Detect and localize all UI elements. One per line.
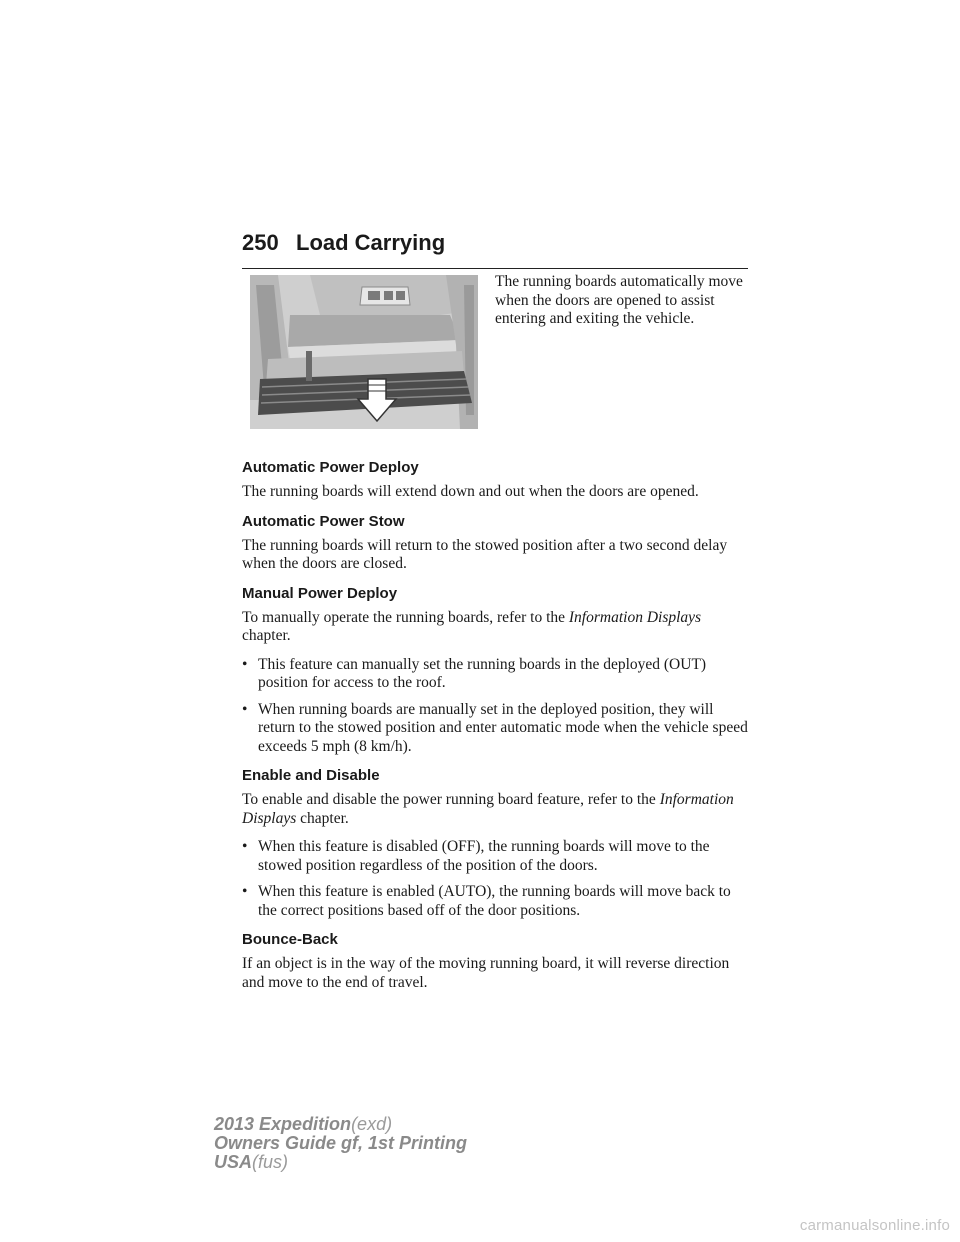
section-heading: Manual Power Deploy xyxy=(242,584,398,602)
section-body: The running boards will extend down and out when the doors are opened. xyxy=(242,483,699,500)
list-item xyxy=(242,838,752,875)
running-board-deploy-illustration-icon xyxy=(250,275,478,429)
bullet-list xyxy=(242,656,752,757)
list-item-text: When this feature is enabled (AUTO), the running boards will move back to the correct positions based off of the door positions. xyxy=(258,883,731,919)
page-number: 250 xyxy=(242,230,279,255)
list-item-text: When this feature is disabled (OFF), the running boards will move to the stowed position regardless of the position of the doors. xyxy=(258,838,710,874)
section-heading: Automatic Power Deploy xyxy=(242,459,419,476)
list-item xyxy=(242,701,752,757)
body-text: chapter. xyxy=(242,627,291,644)
footer-code: (fus) xyxy=(252,1152,289,1172)
section-body xyxy=(242,791,752,828)
page-header xyxy=(242,228,748,269)
footer-code: (exd) xyxy=(351,1114,393,1134)
section-body xyxy=(242,609,752,646)
watermark: carmanualsonline.info xyxy=(799,1217,950,1234)
section-body: If an object is in the way of the moving running board, it will reverse direction and move to the end of travel. xyxy=(242,955,730,991)
intro-paragraph: The running boards automatically move when the doors are opened to assist entering and exiting the vehicle. xyxy=(495,273,743,327)
footer-guide: Owners Guide gf, 1st Printing xyxy=(214,1133,468,1153)
list-item-text: This feature can manually set the running boards in the deployed (OUT) position for access to the roof. xyxy=(258,655,707,691)
footer-line xyxy=(214,1115,467,1134)
footer-market: USA xyxy=(214,1152,253,1172)
section-heading: Bounce-Back xyxy=(242,931,338,948)
footer-line xyxy=(214,1134,467,1153)
chapter-reference: Information Displays xyxy=(242,791,734,827)
bullet-icon: • xyxy=(242,655,248,673)
section-heading: Automatic Power Stow xyxy=(242,512,405,530)
list-item-text: When running boards are manually set in the deployed position, they will return to the stowed position and enter automatic mode when the vehicle speed exceeds 5 mph (8 km/h). xyxy=(258,700,748,755)
document-footer xyxy=(214,1115,467,1172)
bullet-list xyxy=(242,838,752,920)
footer-model: 2013 Expedition xyxy=(214,1114,352,1134)
bullet-icon: • xyxy=(242,838,248,855)
chapter-title: Load Carrying xyxy=(296,230,446,255)
bullet-icon: • xyxy=(242,883,248,900)
running-board-illustration xyxy=(250,275,478,429)
chapter-reference: Information Displays xyxy=(568,608,702,626)
footer-line xyxy=(214,1153,467,1172)
page-content xyxy=(242,458,752,1002)
list-item xyxy=(242,656,752,693)
section-body: The running boards will return to the stowed position after a two second delay when the doors are closed. xyxy=(242,536,728,572)
body-text: To manually operate the running boards, refer to the xyxy=(242,608,569,626)
bullet-icon: • xyxy=(242,700,248,718)
section-heading: Enable and Disable xyxy=(242,767,380,784)
body-text: To enable and disable the power running board feature, refer to the xyxy=(242,791,660,808)
list-item xyxy=(242,883,752,920)
body-text: chapter. xyxy=(296,809,349,827)
